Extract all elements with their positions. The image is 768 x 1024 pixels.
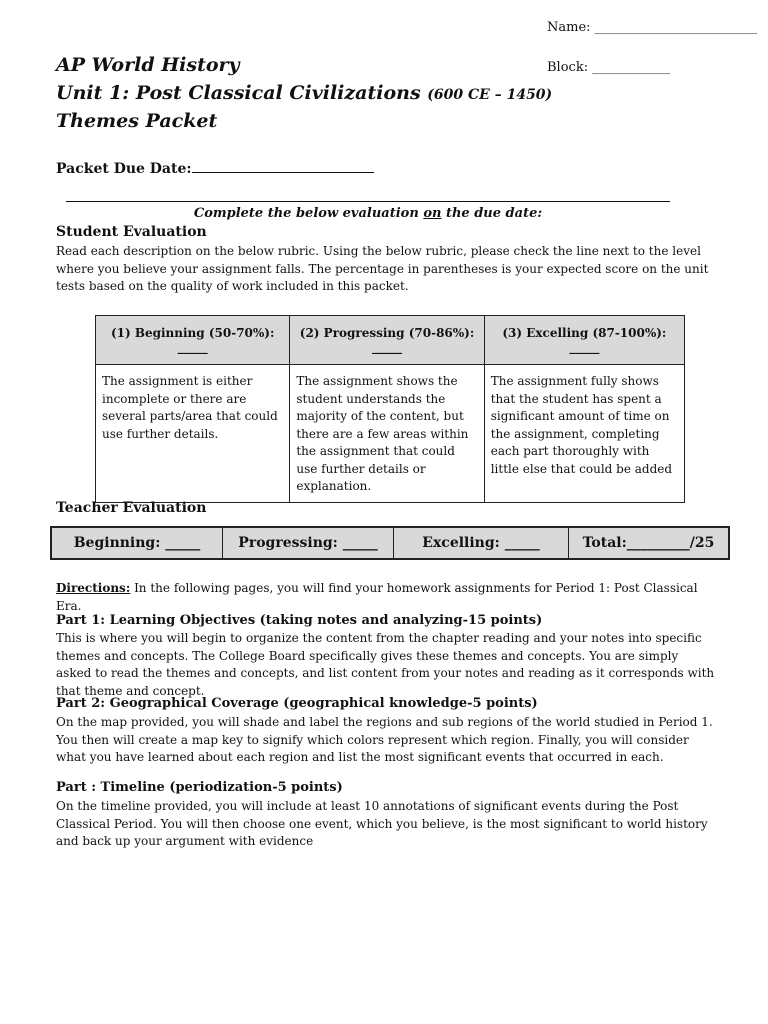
rubric-cell-progressing: The assignment shows the student understands the majority of the content, but there are a few areas within the assignment that could use further details or explanation. bbox=[290, 365, 484, 503]
part3-text: On the timeline provided, you will include at least 10 annotations of significant events during the Post Classical Period. You will then choose one event, which you believe, is the most significant to world history and back up your argument with evidence bbox=[56, 799, 708, 848]
teacher-beginning-cell: Beginning: _____ bbox=[52, 528, 223, 558]
directions bbox=[56, 580, 716, 615]
rubric-table bbox=[95, 315, 685, 503]
due-date-blank bbox=[192, 160, 374, 173]
part3-heading: Part : Timeline (periodization-5 points) bbox=[56, 780, 343, 795]
teacher-evaluation-table bbox=[50, 526, 730, 560]
teacher-evaluation-heading: Teacher Evaluation bbox=[56, 500, 207, 516]
name-field-label: Name: _________________________ bbox=[547, 20, 758, 35]
part1-heading: Part 1: Learning Objectives (taking notes and analyzing-15 points) bbox=[56, 613, 543, 628]
directions-label: Directions: bbox=[56, 581, 131, 595]
student-evaluation-description: Read each description on the below rubric. Using the below rubric, please check the line next to the level where you believe your assignment falls. The percentage in parentheses is your expected score on the unit tests based on the quality of work included in this packet. bbox=[56, 244, 709, 293]
block-field-label: Block: ____________ bbox=[547, 60, 671, 75]
separator-line bbox=[66, 201, 670, 202]
student-evaluation-heading: Student Evaluation bbox=[56, 224, 207, 240]
due-date-label: Packet Due Date: bbox=[56, 161, 192, 177]
directions-text: In the following pages, you will find your homework assignments for Period 1: Post Classical Era. bbox=[56, 581, 698, 613]
instruction-underlined: on bbox=[423, 206, 442, 221]
rubric-header-beginning: (1) Beginning (50-70%): _____ bbox=[96, 316, 290, 365]
unit-title-main: Unit 1: Post Classical Civilizations bbox=[56, 82, 421, 104]
rubric-header-progressing: (2) Progressing (70-86%): _____ bbox=[290, 316, 484, 365]
unit-title-dates: (600 CE – 1450) bbox=[427, 87, 553, 103]
evaluation-instruction bbox=[0, 206, 736, 221]
packet-title: Themes Packet bbox=[56, 110, 218, 132]
rubric-header-excelling: (3) Excelling (87-100%): _____ bbox=[484, 316, 684, 365]
unit-title bbox=[56, 79, 552, 109]
instruction-suffix: the due date: bbox=[441, 206, 543, 221]
rubric-cell-beginning: The assignment is either incomplete or there are several parts/area that could use further details. bbox=[96, 365, 290, 503]
teacher-progressing-cell: Progressing: _____ bbox=[223, 528, 394, 558]
part1-text: This is where you will begin to organize the content from the chapter reading and your notes into specific themes and concepts. The College Board specifically gives these themes and concepts. You are simply asked to read the themes and concepts, and list content from your notes and reading as it corresponds with that theme and concept. bbox=[56, 631, 715, 698]
teacher-excelling-cell: Excelling: _____ bbox=[394, 528, 569, 558]
part2-heading: Part 2: Geographical Coverage (geographical knowledge-5 points) bbox=[56, 696, 538, 711]
part2-text: On the map provided, you will shade and label the regions and sub regions of the world studied in Period 1. You then will create a map key to signify which colors represent which region. Finally, you will consider what you have learned about each region and list the most significant events that occurred in each. bbox=[56, 715, 713, 764]
teacher-total-cell: Total:_________/25 bbox=[582, 535, 715, 551]
rubric-cell-excelling: The assignment fully shows that the student has spent a significant amount of time on the assignment, completing each part thoroughly with little else that could be added bbox=[484, 365, 684, 503]
instruction-prefix: Complete the below evaluation bbox=[193, 206, 424, 221]
course-title: AP World History bbox=[56, 54, 240, 76]
packet-due-date bbox=[56, 160, 374, 177]
